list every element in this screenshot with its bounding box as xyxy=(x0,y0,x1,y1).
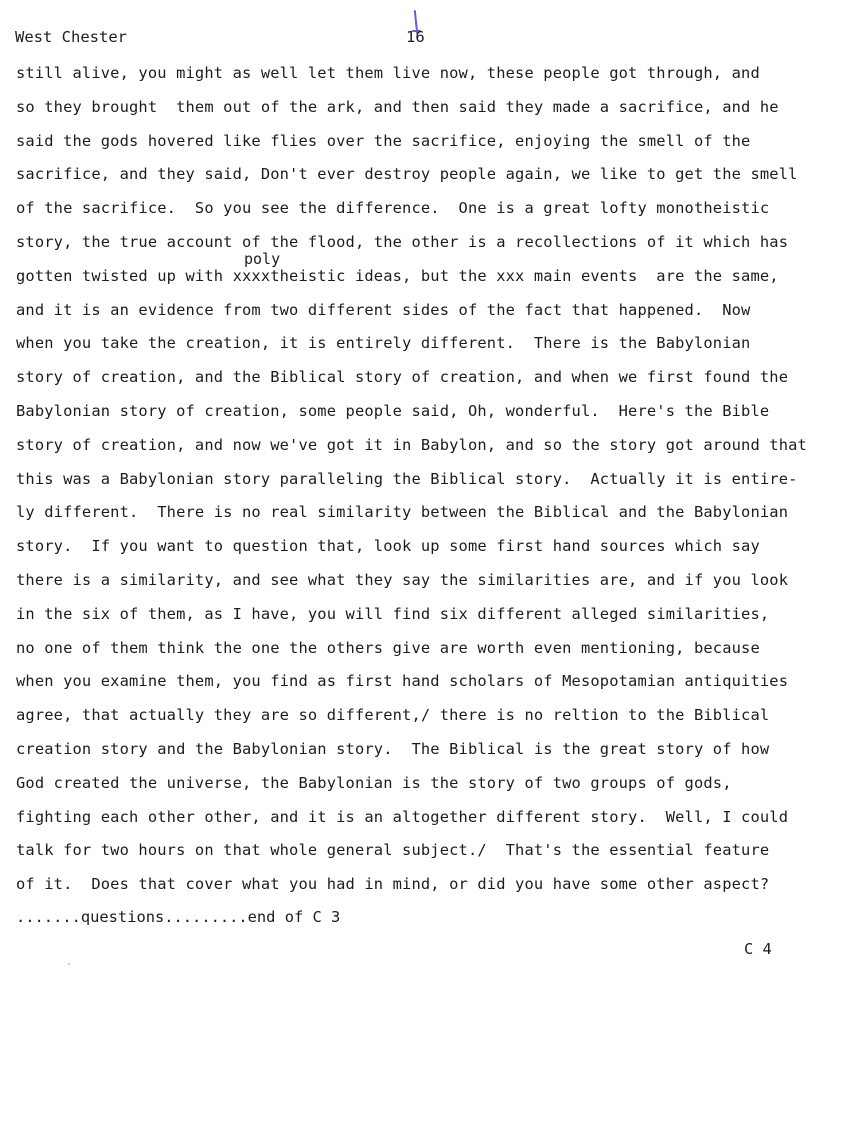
header-place: West Chester xyxy=(15,28,127,46)
text-line: Babylonian story of creation, some people said, Oh, wonderful. Here's the Bible xyxy=(16,401,770,420)
text-line: of it. Does that cover what you had in mind, or did you have some other aspect? xyxy=(16,875,770,894)
text-line: and it is an evidence from two different sides of the fact that happened. Now xyxy=(16,300,751,319)
section-marker: C 4 xyxy=(744,940,772,958)
text-line: when you take the creation, it is entirely different. There is the Babylonian xyxy=(16,334,751,353)
text-line: story. If you want to question that, look up some first hand sources which say xyxy=(16,537,760,556)
text-line: creation story and the Babylonian story. The Biblical is the great story of how xyxy=(16,739,770,758)
text-line: story, the true account of the flood, the other is a recollections of it which has xyxy=(16,232,789,251)
text-line: ly different. There is no real similarity between the Biblical and the Babylonian xyxy=(16,503,789,522)
text-line: gotten twisted up with xxxxtheistic ideas, but the xxx main events are the same, xyxy=(16,266,779,285)
interlinear-insert: poly xyxy=(244,250,281,268)
text-line: this was a Babylonian story paralleling the Biblical story. Actually it is entire- xyxy=(16,469,798,488)
text-line: so they brought them out of the ark, and then said they made a sacrifice, and he xyxy=(16,97,779,116)
closing-line: .......questions.........end of C 3 xyxy=(16,908,341,926)
text-line: God created the universe, the Babylonian is the story of two groups of gods, xyxy=(16,773,732,792)
text-line: when you examine them, you find as first hand scholars of Mesopotamian antiquities xyxy=(16,672,789,691)
text-line: talk for two hours on that whole general subject./ That's the essential feature xyxy=(16,841,770,860)
text-line: no one of them think the one the others give are worth even mentioning, because xyxy=(16,638,760,657)
text-line: sacrifice, and they said, Don't ever destroy people again, we like to get the smell xyxy=(16,165,798,184)
body-text xyxy=(16,63,864,908)
text-line: still alive, you might as well let them live now, these people got through, and xyxy=(16,64,760,82)
page-number: 16 xyxy=(406,28,425,46)
text-line: of the sacrifice. So you see the difference. One is a great lofty monotheistic xyxy=(16,199,770,218)
text-line: story of creation, and the Biblical story of creation, and when we first found the xyxy=(16,368,789,387)
text-line: story of creation, and now we've got it in Babylon, and so the story got around that xyxy=(16,435,807,454)
text-line: in the six of them, as I have, you will find six different alleged similarities, xyxy=(16,604,770,623)
text-line: there is a similarity, and see what they say the similarities are, and if you look xyxy=(16,570,789,589)
text-line: agree, that actually they are so different,/ there is no reltion to the Biblical xyxy=(16,706,770,725)
text-line: fighting each other other, and it is an altogether different story. Well, I could xyxy=(16,807,789,826)
paper-speck xyxy=(68,963,70,965)
text-line: said the gods hovered like flies over the sacrifice, enjoying the smell of the xyxy=(16,131,751,150)
